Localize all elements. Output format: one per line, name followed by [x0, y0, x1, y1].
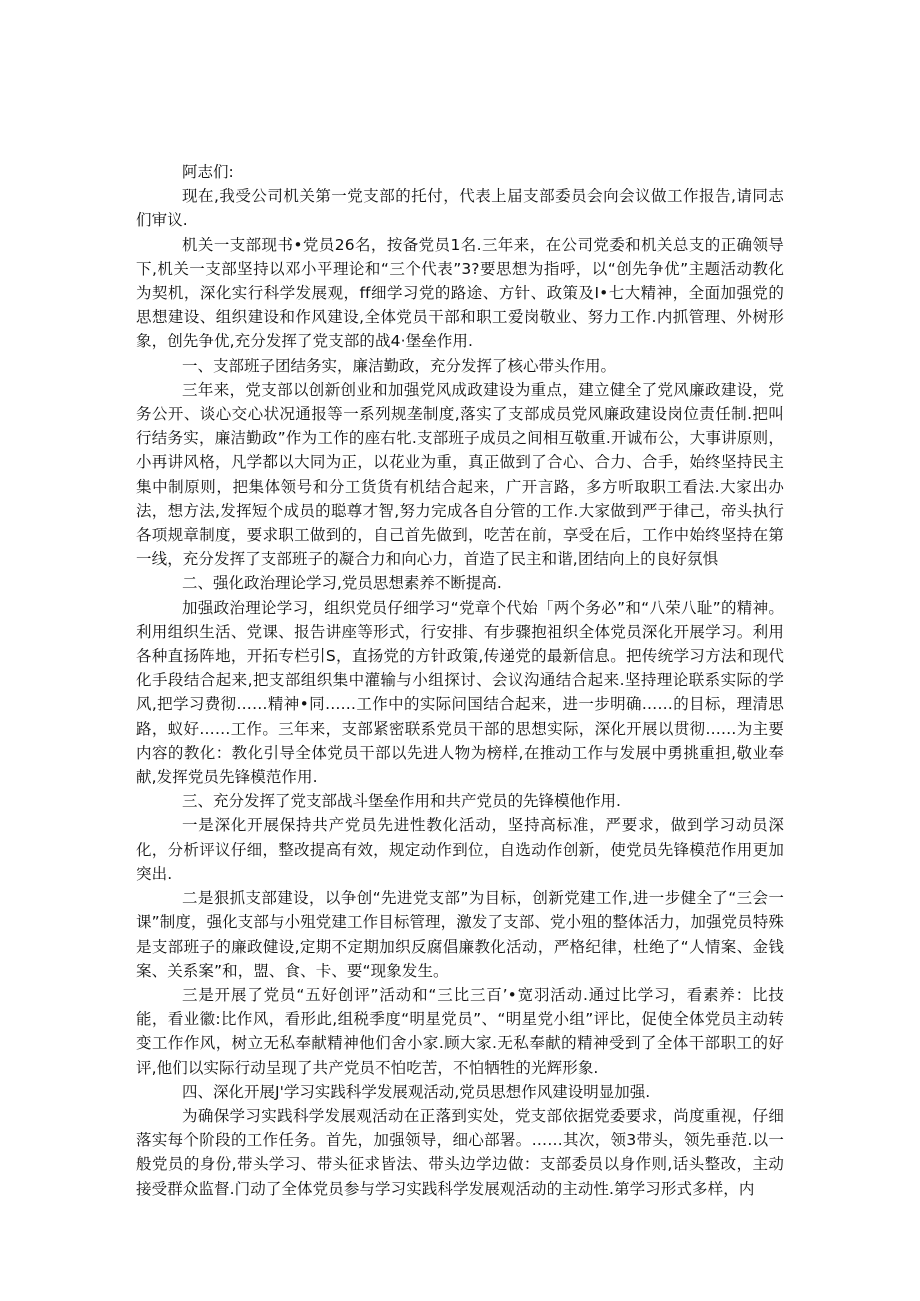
paragraph-section-1: 三年来，党支部以创新创业和加强党风成政建设为重点，建立健全了党风廉政建设，党务公开、谈心交心状况通报等一系列规垄制度,落实了支部成员党风廉政建设岗位责任制.把叫行结务实，廉洁勤政”作为工作的座右牝.支部班子成员之间相互敬重.开诚布公，大事讲原则，小再讲风格，凡学都以大同为正，以花业为重，真正做到了合心、合力、合手，始终坚持民主集中制原则，把集体领号和分工货货有机结合起来，广开言路，多方听取职工看法.大家出办法，想方法,发挥短个成员的聪尊才智,努力完成各自分管的工作.大家做到严于律己，帝头执行各项规章制度，要求职工做到的，自己首先做到，吃苦在前，享受在后，工作中始终坚持在第一线，充分发挥了支部班子的凝合力和向心力，首造了民主和谐,团结向上的良好氛惧 — [136, 380, 784, 569]
paragraph-section-2: 加强政治理论学习，组织党员仔细学习“党章个代始「两个务必”和“八荣八耻”的精神。利用组织生活、党课、报告讲座等形式，行安排、有步骤抱祖织全体党员深化开展学习。利用各种直扬阵地，开拓专栏引S，直扬党的方针政策,传递党的最新信息。把传统学习方法和现代化手段结合起来,把支部组织集中灌输与小组探讨、会议沟通结合起来.坚持理论联系实际的学风,把学习费彻……精神•同……工作中的实际问国结合起来，进一步明确……的目标，理清思路，蚁好……工作。三年来，支部紧密联系党员干部的思想实际，深化开展以贯彻……为主要内容的教化：教化引导全体党员干部以先进人物为榜样,在推动工作与发展中勇挑重担,敬业奉献,发挥党员先锋模范作用. — [136, 598, 784, 787]
greeting: 阿志们: — [182, 163, 234, 181]
document-page — [136, 160, 784, 1201]
paragraph-section-3-item-2: 二是狠抓支部建设，以争创“先进党支部”为目标，创新党建工作,进一步健全了“三会一课”制度，强化支部与小殂党建工作目标管理，激发了支部、党小殂的整体活力，加强党员特殊是支部班子的廉政健设,定期不定期加织反腐倡廉教化活动，严格纪律，杜绝了“人情案、金钱案、关系案”和，盟、食、卡、要“现象发生。 — [136, 889, 784, 980]
paragraph-section-4: 为确保学习实践科学发展观活动在正落到实处，党支部依据党委要求，尚度重视，仔细落实每个阶段的工作任务。首先，加强领导，细心部署。……其次，领3带头，领先垂范.以一般党员的身份,带头学习、带头征求皆法、带头边学边做：支部委员以身作则,话头整改，主动接受群众监督.门动了全体党员参与学习实践科学发展观活动的主动性.第学习形式多样，内 — [136, 1106, 784, 1198]
paragraph-section-3-item-3: 三是开展了党员“五好创评”活动和“三比三百’•宽羽活动.通过比学习，看素养：比技能，看业徽:比作风，看形此,组税季度“明星党员”、“明星党小组”评比，促使全体党员主动转变工作作风，树立无私奉献精神他们舍小家.顾大家.无私奉献的精神受到了全体干部职工的好评,他们以实际行动呈现了共产党员不怕吃苦，不怕牺牲的光辉形象. — [136, 985, 784, 1077]
section-heading-4: 四、深化开展J'学习实践科学发展观活动,党员思想作风建设明显加强. — [182, 1082, 651, 1101]
section-heading-2: 二、强化政治理论学习,党员思想素养不断提高. — [182, 574, 502, 593]
section-heading-3: 三、充分发挥了党支部战斗堡垒作用和共产党员的先锋模他作用. — [182, 792, 621, 811]
paragraph-section-3-item-1: 一是深化开展保持共产党员先进性教化活动，坚持高标准，严要求，做到学习动员深化，分析评议仔细，整改提高有效，规定动作到位，自选动作创新，使党员先锋模范作用更加突出. — [136, 816, 784, 883]
section-heading-1: 一、支部班子团结务实，廉洁勤政，充分发挥了核心带头作用。 — [182, 356, 617, 375]
paragraph-opening: 现在,我受公司机关第一党支部的托付，代表上届支部委员会向会议做工作报告,请同志们审议. — [136, 187, 784, 230]
paragraph-overview: 机关一支部现书•党员26名，按备党员1名.三年来，在公司党委和机关总支的正确领导下,机关一支部坚持以邓小平理论和“三个代表”3?要思想为指呼，以“创先争优”主题活动教化为契机，深化实行科学发展观，ff细学习党的路途、方针、政策及I•七大精神，全面加强党的思想建设、组织建设和作风建设,全体党员干部和职工爱岗敬业、努力工作.内抓管理、外树形象，创先争优,充分发挥了党支部的战4·堡垒作用. — [136, 235, 784, 351]
